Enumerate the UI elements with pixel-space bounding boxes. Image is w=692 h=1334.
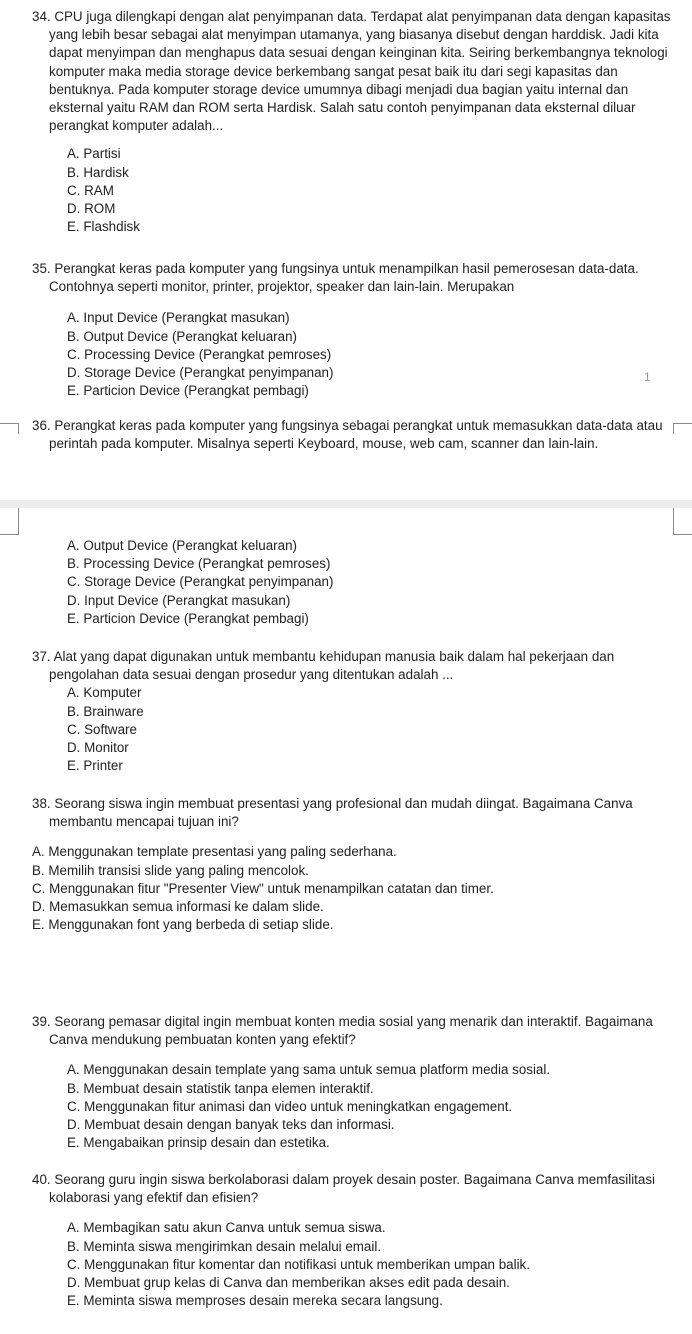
question-text: 37. Alat yang dapat digunakan untuk membantu kehidupan manusia baik dalam hal pekerjaan dan pengolahan data sesuai dengan prosedur yang ditentukan adalah ... — [32, 649, 615, 683]
question-text: 34. CPU juga dilengkapi dengan alat penyimpanan data. Terdapat alat penyimpanan data dengan kapasitas yang lebih besar sebagai alat menyimpan utamanya, yang biasanya disebut dengan harddisk. Jadi kita dapat menyimpan dan menghapus data sesuai dengan keinginan kita. Seiring berkembangnya teknologi komputer maka media storage device berkembang sangat pesat baik itu dari segi kapasitas dan bentuknya. Pada komputer storage device umumnya dibagi menjadi dua bagian yaitu internal dan eksternal yaitu RAM dan ROM serta Hardisk. Salah satu contoh penyimpanan data eksternal diluar perangkat komputer adalah... — [32, 9, 671, 134]
page-top — [0, 0, 692, 500]
option-d[interactable]: D. ROM — [67, 201, 116, 217]
question-39 — [32, 1013, 682, 1152]
option-c[interactable]: C. Storage Device (Perangkat penyimpanan) — [67, 574, 334, 590]
question-37 — [32, 648, 682, 775]
option-c[interactable]: C. Menggunakan fitur "Presenter View" untuk menampilkan catatan dan timer. — [32, 880, 494, 896]
option-list — [67, 537, 667, 628]
option-b[interactable]: B. Output Device (Perangkat keluaran) — [67, 328, 297, 344]
option-e[interactable]: E. Printer — [67, 758, 123, 774]
question-36 — [32, 417, 682, 453]
option-list — [32, 309, 682, 400]
option-e[interactable]: E. Mengabaikan prinsip desain dan estetika. — [67, 1135, 330, 1151]
option-a[interactable]: A. Menggunakan desain template yang sama untuk semua platform media sosial. — [67, 1062, 551, 1078]
option-b[interactable]: B. Membuat desain statistik tanpa elemen interaktif. — [67, 1080, 374, 1096]
question-text: 35. Perangkat keras pada komputer yang fungsinya untuk menampilkan hasil pemerosesan data-data. Contohnya seperti monitor, printer, projektor, speaker dan lain-lain. Merupakan — [32, 261, 639, 295]
option-b[interactable]: B. Processing Device (Perangkat pemroses) — [67, 556, 331, 572]
option-list — [32, 684, 682, 775]
option-list — [32, 145, 682, 236]
option-d[interactable]: D. Input Device (Perangkat masukan) — [67, 592, 291, 608]
page-number: 1 — [644, 370, 651, 384]
question-text: 40. Seorang guru ingin siswa berkolaborasi dalam proyek desain poster. Bagaimana Canva memfasilitasi kolaborasi yang efektif dan efisien? — [32, 1172, 656, 1206]
option-c[interactable]: C. Menggunakan fitur animasi dan video untuk meningkatkan engagement. — [67, 1098, 513, 1114]
option-list — [32, 843, 682, 934]
option-a[interactable]: A. Output Device (Perangkat keluaran) — [67, 538, 297, 553]
question-34 — [32, 8, 682, 236]
option-d[interactable]: D. Monitor — [67, 740, 129, 756]
question-text: 36. Perangkat keras pada komputer yang fungsinya sebagai perangkat untuk memasukkan data-data atau perintah pada komputer. Misalnya seperti Keyboard, mouse, web cam, scanner dan lain-lain. — [32, 418, 663, 452]
option-e[interactable]: E. Meminta siswa memproses desain mereka secara langsung. — [67, 1293, 443, 1309]
option-b[interactable]: B. Memilih transisi slide yang paling mencolok. — [32, 862, 309, 878]
page-bottom — [0, 508, 692, 1334]
option-e[interactable]: E. Menggunakan font yang berbeda di setiap slide. — [32, 917, 334, 933]
question-36-options — [67, 537, 667, 628]
question-38 — [32, 795, 682, 934]
option-a[interactable]: A. Partisi — [67, 146, 121, 162]
crop-mark — [673, 508, 692, 535]
option-c[interactable]: C. Software — [67, 721, 137, 737]
option-e[interactable]: E. Flashdisk — [67, 219, 140, 235]
option-a[interactable]: A. Menggunakan template presentasi yang paling sederhana. — [32, 844, 397, 860]
question-40 — [32, 1171, 682, 1310]
crop-mark — [0, 423, 19, 434]
question-text: 39. Seorang pemasar digital ingin membuat konten media sosial yang menarik dan interaktif. Bagaimana Canva mendukung pembuatan konten yang efektif? — [32, 1014, 653, 1048]
option-e[interactable]: E. Particion Device (Perangkat pembagi) — [67, 610, 309, 626]
crop-mark — [673, 423, 692, 434]
question-35 — [32, 260, 682, 400]
option-b[interactable]: B. Hardisk — [67, 164, 129, 180]
option-a[interactable]: A. Input Device (Perangkat masukan) — [67, 310, 290, 326]
page-gap — [0, 500, 692, 508]
option-d[interactable]: D. Membuat desain dengan banyak teks dan informasi. — [67, 1117, 395, 1133]
option-c[interactable]: C. Processing Device (Perangkat pemroses) — [67, 346, 332, 362]
option-d[interactable]: D. Storage Device (Perangkat penyimpanan) — [67, 365, 334, 381]
option-b[interactable]: B. Brainware — [67, 703, 144, 719]
option-list — [32, 1219, 682, 1310]
option-a[interactable]: A. Komputer — [67, 685, 142, 701]
option-a[interactable]: A. Membagikan satu akun Canva untuk semua siswa. — [67, 1220, 386, 1236]
option-d[interactable]: D. Memasukkan semua informasi ke dalam slide. — [32, 899, 324, 915]
option-c[interactable]: C. Menggunakan fitur komentar dan notifikasi untuk memberikan umpan balik. — [67, 1256, 530, 1272]
option-b[interactable]: B. Meminta siswa mengirimkan desain melalui email. — [67, 1238, 382, 1254]
option-list — [32, 1061, 682, 1152]
crop-mark — [0, 508, 19, 535]
option-e[interactable]: E. Particion Device (Perangkat pembagi) — [67, 383, 309, 399]
question-text: 38. Seorang siswa ingin membuat presentasi yang profesional dan mudah diingat. Bagaimana Canva membantu mencapai tujuan ini? — [32, 796, 633, 830]
option-c[interactable]: C. RAM — [67, 182, 114, 198]
option-d[interactable]: D. Membuat grup kelas di Canva dan memberikan akses edit pada desain. — [67, 1275, 510, 1291]
